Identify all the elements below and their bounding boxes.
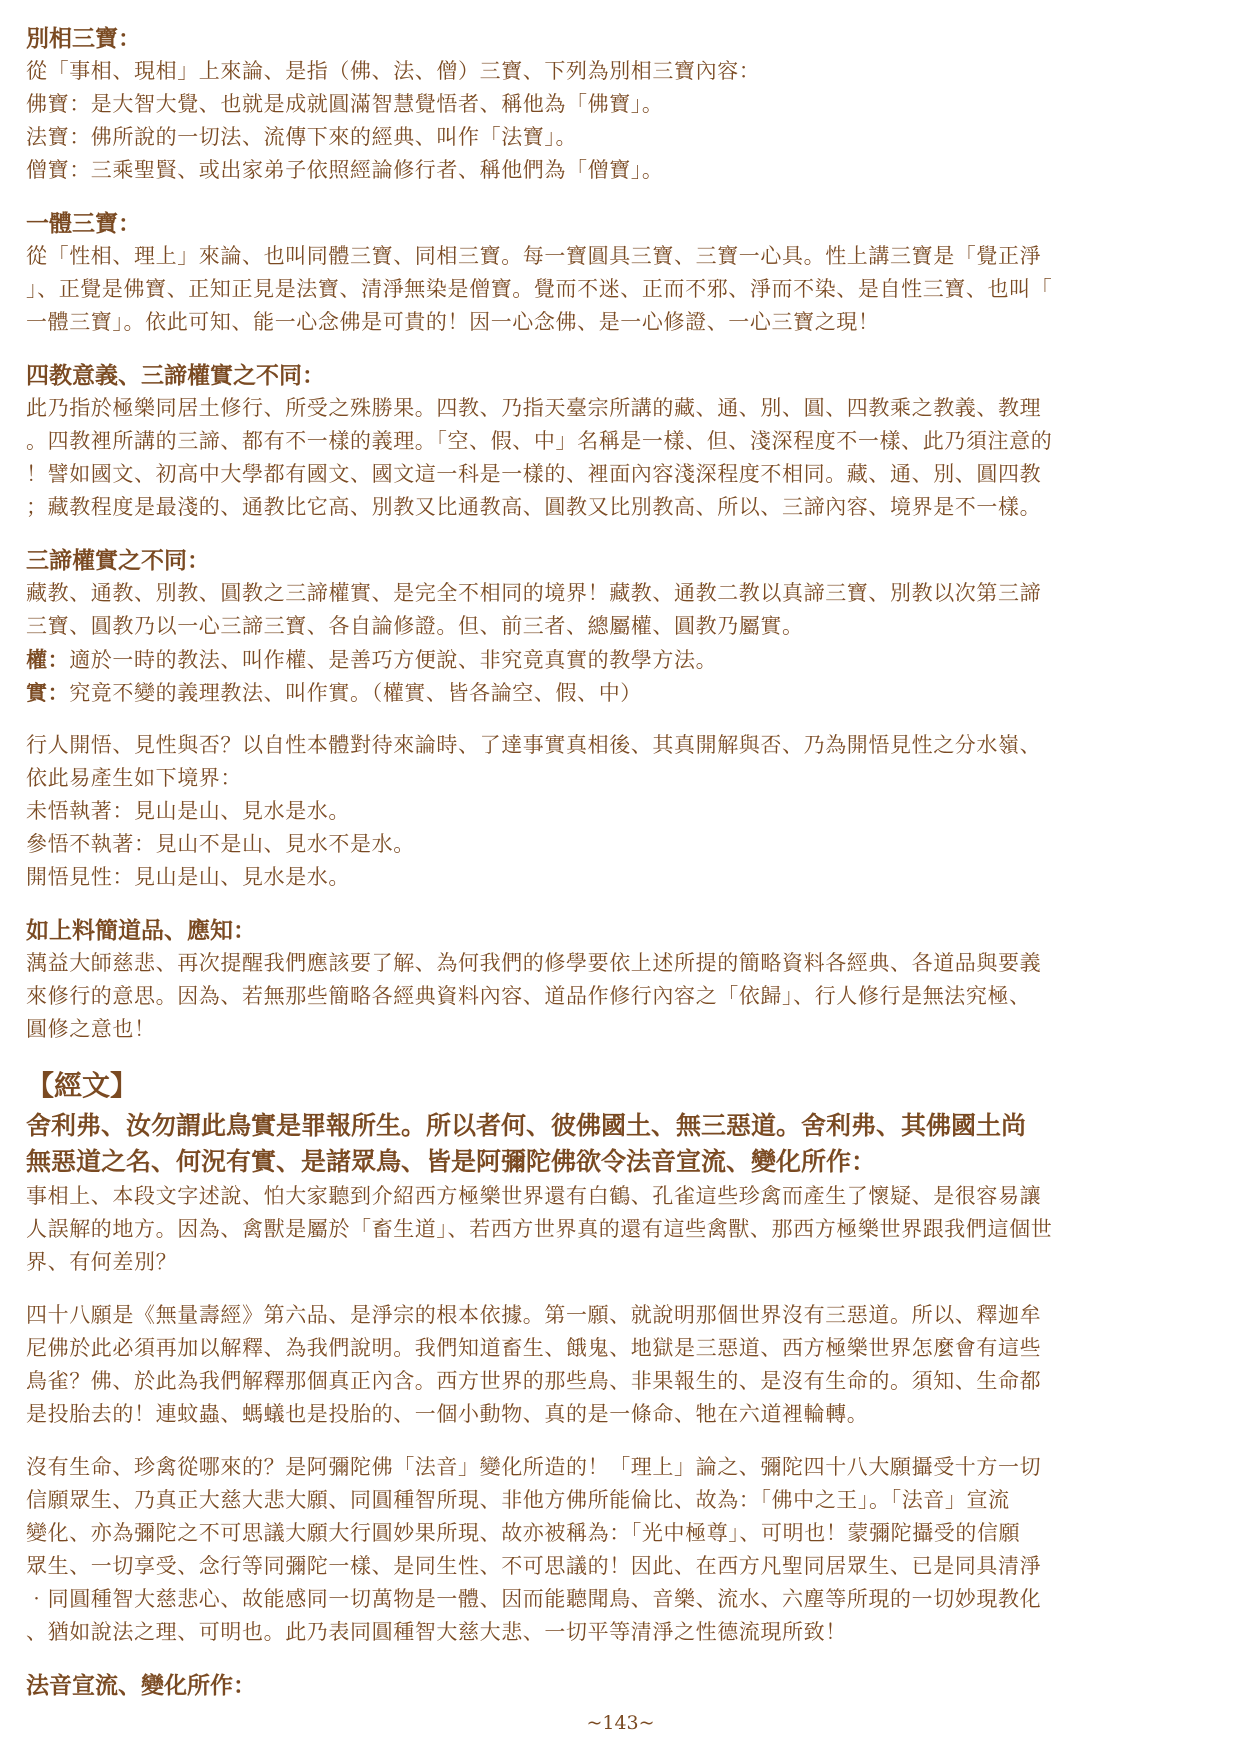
text-line: ；藏教程度是最淺的、通教比它高、別教又比通教高、圓教又比別教高、所以、三諦內容、境界是不一樣。 — [26, 495, 1042, 519]
text-line: 法寶：佛所說的一切法、流傳下來的經典、叫作「法寶」。 — [26, 125, 578, 149]
section-yi-ti — [26, 207, 1222, 339]
text-line: 是投胎去的！連蚊蟲、螞蟻也是投胎的、一個小動物、真的是一條命、牠在六道裡輪轉。 — [26, 1402, 869, 1426]
text-line: 蕅益大師慈悲、再次提醒我們應該要了解、為何我們的修學要依上述所提的簡略資料各經典、各道品與要義 — [26, 951, 1042, 975]
shi-definition — [26, 676, 1222, 709]
text-line: 藏教、通教、別教、圓教之三諦權實、是完全不相同的境界！藏教、通教二教以真諦三寶、別教以次第三諦 — [26, 581, 1042, 605]
page-number: ~143~ — [586, 1712, 655, 1734]
section-san-di — [26, 544, 1222, 709]
text-line: 沒有生命、珍禽從哪來的？是阿彌陀佛「法音」變化所造的！「理上」論之、彌陀四十八大願攝受十方一切 — [26, 1455, 1042, 1479]
section-heading: 三諦權實之不同： — [26, 547, 210, 574]
document-page — [26, 22, 1222, 1702]
text-line: 從「性相、理上」來論、也叫同體三寶、同相三寶。每一寶圓具三寶、三寶一心具。性上講三寶是「覺正淨 — [26, 244, 1042, 268]
text-line: 從「事相、現相」上來論、是指（佛、法、僧）三寶、下列為別相三寶內容： — [26, 59, 761, 83]
section-bie-xiang — [26, 22, 1222, 187]
text-line: 、猶如說法之理、可明也。此乃表同圓種智大慈大悲、一切平等清淨之性德流現所致！ — [26, 1620, 847, 1644]
text-line: 眾生、一切享受、念行等同彌陀一樣、是同生性、不可思議的！因此、在西方凡聖同居眾生、已是同具清淨 — [26, 1554, 1042, 1578]
text-line: 三寶、圓教乃以一心三諦三寶、各自論修證。但、前三者、總屬權、圓教乃屬實。 — [26, 614, 804, 638]
paragraph — [26, 1451, 1222, 1649]
section-ru-shang — [26, 914, 1222, 1046]
section-heading: 法音宣流、變化所作： — [26, 1672, 256, 1699]
section-heading: 別相三寶： — [26, 25, 141, 52]
section-jing-wen — [26, 1066, 1222, 1649]
text-line: 依此易產生如下境界： — [26, 766, 242, 790]
text-line: 人誤解的地方。因為、禽獸是屬於「畜生道」、若西方世界真的還有這些禽獸、那西方極樂世界跟我們這個世 — [26, 1217, 1053, 1241]
section-heading: 四教意義、三諦權實之不同： — [26, 362, 325, 389]
sutra-title: 【經文】 — [26, 1069, 139, 1102]
text-line: 此乃指於極樂同居土修行、所受之殊勝果。四教、乃指天臺宗所講的藏、通、別、圓、四教乘之教義、教理 — [26, 396, 1042, 420]
text-line: 四十八願是《無量壽經》第六品、是淨宗的根本依據。第一願、就說明那個世界沒有三惡道。所以、釋迦牟 — [26, 1303, 1042, 1327]
shi-text: 究竟不變的義理教法、叫作實。（權實、皆各論空、假、中） — [69, 681, 642, 705]
section-heading: 如上料簡道品、應知： — [26, 917, 256, 944]
section-heading: 一體三寶： — [26, 210, 141, 237]
text-line: 變化、亦為彌陀之不可思議大願大行圓妙果所現、故亦被稱為：「光中極尊」、可明也！蒙彌陀攝受的信願 — [26, 1521, 1021, 1545]
text-line: 來修行的意思。因為、若無那些簡略各經典資料內容、道品作修行內容之「依歸」、行人修行是無法究極、 — [26, 984, 1031, 1008]
quan-definition — [26, 643, 1222, 676]
text-line: 僧寶：三乘聖賢、或出家弟子依照經論修行者、稱他們為「僧寶」。 — [26, 158, 664, 182]
text-line: 。四教裡所講的三諦、都有不一樣的義理。「空、假、中」名稱是一樣、但、淺深程度不一樣、此乃須注意的 — [26, 429, 1053, 453]
text-line: ！譬如國文、初高中大學都有國文、國文這一科是一樣的、裡面內容淺深程度不相同。藏、通、別、圓四教 — [26, 462, 1042, 486]
text-line: 未悟執著：見山是山、見水是水。 — [26, 799, 350, 823]
text-line: 一體三寶」。依此可知、能一心念佛是可貴的！因一心念佛、是一心修證、一心三寶之現！ — [26, 310, 880, 334]
shi-label: 實： — [26, 680, 70, 705]
section-si-jiao — [26, 359, 1222, 524]
text-line: 信願眾生、乃真正大慈大悲大願、同圓種智所現、非他方佛所能倫比、故為：「佛中之王」。「法音」宣流 — [26, 1488, 1010, 1512]
text-line: 佛寶：是大智大覺、也就是成就圓滿智慧覺悟者、稱他為「佛寶」。 — [26, 92, 664, 116]
section-fa-yin — [26, 1669, 1222, 1702]
section-kai-wu — [26, 729, 1222, 894]
sutra-line: 舍利弗、汝勿謂此鳥實是罪報所生。所以者何、彼佛國土、無三惡道。舍利弗、其佛國土尚 — [26, 1111, 1027, 1140]
text-line: 尼佛於此必須再加以解釋、為我們說明。我們知道畜生、餓鬼、地獄是三惡道、西方極樂世界怎麼會有這些 — [26, 1336, 1042, 1360]
text-line: 行人開悟、見性與否？以自性本體對待來論時、了達事實真相後、其真開解與否、乃為開悟見性之分水嶺、 — [26, 733, 1042, 757]
text-line: 參悟不執著：見山不是山、見水不是水。 — [26, 832, 415, 856]
text-line: 事相上、本段文字述說、怕大家聽到介紹西方極樂世界還有白鶴、孔雀這些珍禽而產生了懷疑、是很容易讓 — [26, 1184, 1042, 1208]
text-line: 開悟見性：見山是山、見水是水。 — [26, 865, 350, 889]
paragraph — [26, 1299, 1222, 1431]
quan-text: 適於一時的教法、叫作權、是善巧方便說、非究竟真實的教學方法。 — [69, 648, 718, 672]
sutra-line: 無惡道之名、何況有實、是諸眾鳥、皆是阿彌陀佛欲令法音宣流、變化所作： — [26, 1147, 877, 1176]
text-line: 圓修之意也！ — [26, 1017, 156, 1041]
text-line: 鳥雀？佛、於此為我們解釋那個真正內含。西方世界的那些鳥、非果報生的、是沒有生命的。須知、生命都 — [26, 1369, 1042, 1393]
quan-label: 權： — [26, 647, 70, 672]
paragraph — [26, 1180, 1222, 1279]
text-line: 界、有何差別？ — [26, 1250, 178, 1274]
text-line: ‧同圓種智大慈悲心、故能感同一切萬物是一體、因而能聽聞鳥、音樂、流水、六塵等所現的一切妙現教化 — [26, 1587, 1042, 1611]
text-line: 」、正覺是佛寶、正知正見是法寶、清淨無染是僧寶。覺而不迷、正而不邪、淨而不染、是自性三寶、也叫「 — [26, 277, 1053, 301]
